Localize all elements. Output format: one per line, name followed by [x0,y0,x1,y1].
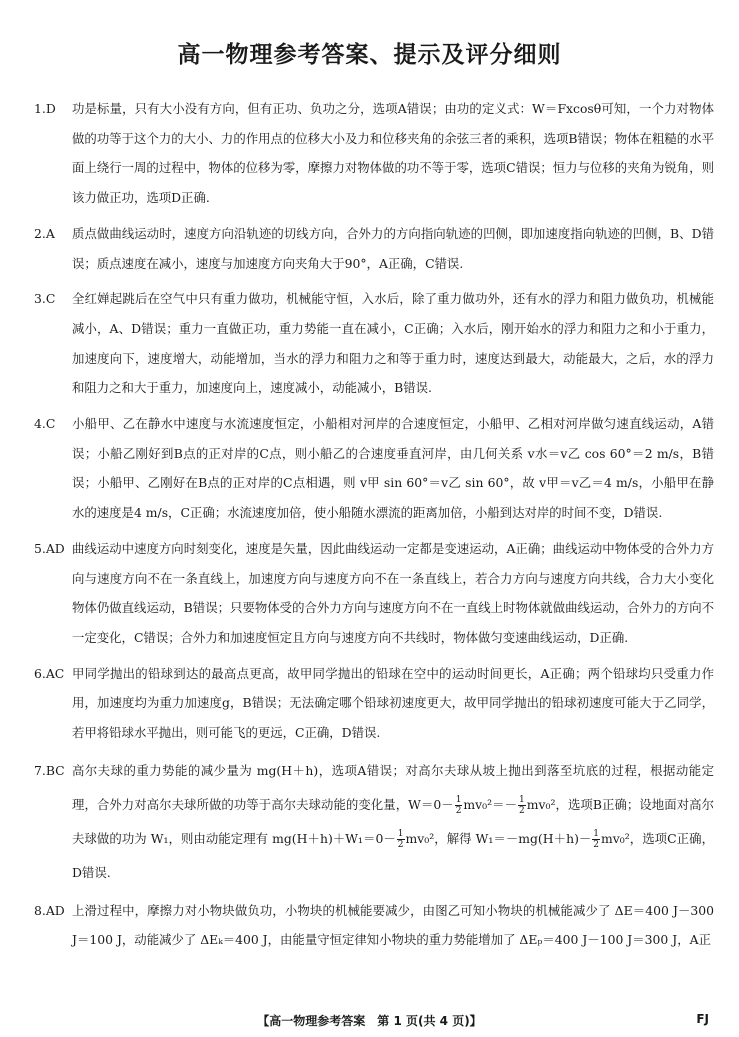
answer-text: 曲线运动中速度方向时刻变化，速度是矢量，因此曲线运动一定都是变速运动，A正确；曲线运动中物体受的合外力方向与速度方向不在一条直线上，加速度方向与速度方向不在一条直线上，若合力方向与速度方向共线，合力大小变化物体仍做直线运动，B错误；只要物体受的合外力方向与速度方向不在一直线上时物体就做曲线运动，合外力的方向不一定变化，C错误；合外力和加速度恒定且方向与速度方向不共线时，物体做匀变速曲线运动，D正确. [72,540,714,645]
answer-item-8 [34,896,714,955]
answer-text-part: mv₀²＝－ [463,796,518,812]
fraction-numerator: 1 [519,794,525,805]
fraction-denominator: 2 [455,805,462,816]
answer-text: 全红婵起跳后在空气中只有重力做功，机械能守恒，入水后，除了重力做功外，还有水的浮力和阻力做负功，机械能减小，A、D错误；重力一直做正功，重力势能一直在减小，C正确；入水后，刚开始水的浮力和阻力之和小于重力，加速度向下，速度增大，动能增加，当水的浮力和阻力之和等于重力时，速度达到最大，动能最大，之后，水的浮力和阻力之和大于重力，加速度向上，速度减小，动能减小，B错误. [72,291,714,396]
fraction-denominator: 2 [593,839,600,850]
footer-code: FJ [696,1012,709,1026]
fraction-one-half [518,795,526,816]
fraction-numerator: 1 [397,828,404,839]
answer-number: 7.BC [34,762,65,778]
answer-number: 2.A [34,225,55,241]
answer-number: 3.C [34,291,56,307]
fraction-denominator: 2 [519,805,525,816]
fraction-one-half [592,829,600,850]
answer-item-1 [34,94,714,213]
answer-text-part: mv₀²，选项C正确，D错误. [72,830,714,880]
answer-item-6 [34,659,714,748]
answer-number: 1.D [34,101,56,116]
answer-item-2 [34,219,714,278]
answer-item-4 [34,409,714,528]
answer-number: 4.C [34,416,56,432]
answer-item-3 [34,284,714,403]
page-title: 高一物理参考答案、提示及评分细则 [177,42,562,68]
answer-number: 5.AD [34,540,65,556]
fraction-one-half [455,795,463,816]
answer-text: 质点做曲线运动时，速度方向沿轨迹的切线方向，合外力的方向指向轨迹的凹侧，即加速度指向轨迹的凹侧，B、D错误；质点速度在减小，速度与加速度方向夹角大于90°，A正确，C错误. [72,225,714,271]
page-footer: 【高一物理参考答案 第 1 页(共 4 页)】 [257,1014,482,1028]
answer-text: 小船甲、乙在静水中速度与水流速度恒定，小船相对河岸的合速度恒定，小船甲、乙相对河岸做匀速直线运动，A错误；小船乙刚好到B点的正对岸的C点，则小船乙的合速度垂直河岸，由几何关系 v水＝v乙 cos 60°＝2 m/s，B错误；小船甲、乙刚好在B点的正对岸的C点相遇，则 v甲 sin 60°＝v乙 sin 60°，故 v甲＝v乙＝4 m/s，小船甲在静水的速度是4 m/s，C正确；水流速度加倍，使小船随水漂流的距离加倍，小船到达对岸的时间不变，D错误. [72,416,714,521]
answer-text: 功是标量，只有大小没有方向，但有正功、负功之分，选项A错误；由功的定义式：W＝Fxcosθ可知，一个力对物体做的功等于这个力的大小、力的作用点的位移大小及力和位移夹角的余弦三者的乘积，选项B错误；物体在粗糙的水平面上绕行一周的过程中，物体的位移为零，摩擦力对物体做的功不等于零，选项C错误；恒力与位移的夹角为锐角，则该力做正功，选项D正确. [72,101,714,206]
answer-text: 上滑过程中，摩擦力对小物块做负功，小物块的机械能要减少，由图乙可知小物块的机械能减少了 ΔE＝400 J－300 J＝100 J，动能减少了 ΔEₖ＝400 J，由能量守恒定律知小物块的重力势能增加了 ΔEₚ＝400 J－100 J＝300 J，A正 [72,902,714,948]
answer-item-5 [34,534,714,653]
answer-number: 6.AC [34,665,65,681]
fraction-numerator: 1 [593,828,600,839]
answer-text-part: 高尔夫球的重力势能的减少量为 mg(H＋h)，选项A错误；对高尔夫球从坡上抛出到落至坑底的过程，根据动能定理，合外力对高尔夫球所做的功等于高尔夫球动能的变化量，W＝0－ [72,762,714,812]
answer-number: 8.AD [34,902,65,918]
answer-list [34,94,714,961]
fraction-numerator: 1 [455,794,462,805]
answer-text-part: mv₀²，解得 W₁＝－mg(H＋h)－ [405,830,592,846]
answer-text: 甲同学抛出的铅球到达的最高点更高，故甲同学抛出的铅球在空中的运动时间更长，A正确；两个铅球均只受重力作用，加速度均为重力加速度g，B错误；无法确定哪个铅球初速度更大，故甲同学抛出的铅球初速度可能大于乙同学，若甲将铅球水平抛出，则可能飞的更远，C正确，D错误. [72,665,714,741]
fraction-denominator: 2 [397,839,404,850]
answer-item-7 [34,754,714,890]
answer-text-part: mv₀²，选项B正确；设地面对高尔夫球做的功为 W₁，则由动能定理有 mg(H＋h)＋W₁＝0－ [72,796,715,846]
fraction-one-half [397,829,405,850]
